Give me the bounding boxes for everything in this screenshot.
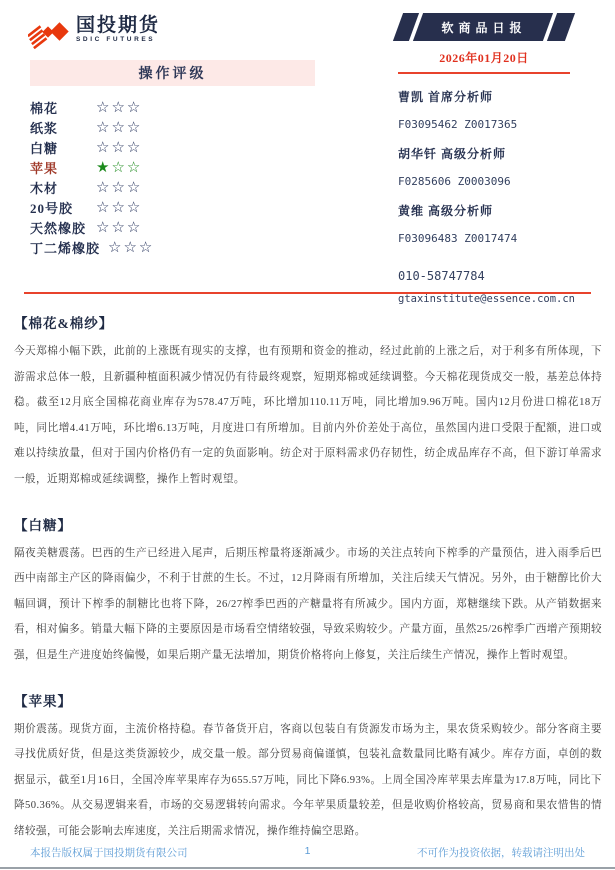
rating-row bbox=[30, 117, 330, 137]
footer-copyright: 本报告版权属于国投期货有限公司 bbox=[30, 847, 188, 859]
analyst-entries bbox=[398, 88, 590, 245]
report-sections bbox=[14, 306, 602, 845]
footer-page-number: 1 bbox=[304, 845, 311, 857]
analyst-name-title: 曹凯 首席分析师 bbox=[398, 90, 494, 104]
star-rating: ☆☆☆ bbox=[96, 217, 143, 236]
brand-logo bbox=[28, 16, 160, 49]
section-body: 今天郑棉小幅下跌，此前的上涨既有现实的支撑，也有预期和资金的推动，经过此前的上涨之后，对于利多有所体现，下游需求总体一般，且新疆种植面积减少情况仍有待最终观察，短期郑棉或延续调整。今天棉花现货成交一般，基差总体持稳。截至12月底全国棉花商业库存为578.47万吨，环比增加110.11万吨，同比增加9.96万吨。国内12月份进口棉花18万吨，同比增4.41万吨，环比增6.13万吨，月度进口有所增加。目前内外价差处于高位，虽然国内进口受限于配额，进口或难以持续放量，但对于国内价格仍有一定的负面影响。纺企对于原料需求仍存韧性，纺企成品库存不高，但下游订单需求一般，近期郑棉或延续调整，操作上暂时观望。 bbox=[14, 346, 602, 485]
rating-panel-title: 操作评级 bbox=[30, 60, 315, 86]
analyst-license-codes: F0285606 Z0003096 bbox=[398, 175, 511, 188]
section-heading: 【苹果】 bbox=[14, 693, 72, 709]
star-rating: ☆☆☆ bbox=[96, 97, 143, 116]
commodity-label: 20号胶 bbox=[30, 200, 74, 216]
report-section bbox=[14, 312, 602, 493]
commodity-label: 苹果 bbox=[30, 160, 59, 176]
contact-email: gtaxinstitute@essence.com.cn bbox=[398, 293, 576, 305]
commodity-label: 纸浆 bbox=[30, 120, 59, 136]
rating-row bbox=[30, 157, 330, 177]
report-section bbox=[14, 514, 602, 669]
rating-row bbox=[30, 97, 330, 117]
brand-name-en: SDIC FUTURES bbox=[76, 36, 156, 43]
section-heading: 【棉花&棉纱】 bbox=[14, 316, 114, 331]
page-bottom-border bbox=[0, 867, 615, 869]
star-rating: ★☆☆ bbox=[96, 157, 143, 176]
commodity-label: 棉花 bbox=[30, 100, 59, 116]
sdic-diamond-icon bbox=[28, 19, 70, 49]
star-rating: ☆☆☆ bbox=[96, 197, 143, 216]
commodity-label: 天然橡胶 bbox=[30, 220, 87, 236]
report-title-banner bbox=[398, 13, 570, 41]
contact-phone: 010-58747784 bbox=[398, 269, 485, 283]
analyst-license-codes: F03096483 Z0017474 bbox=[398, 232, 518, 245]
commodity-label: 丁二烯橡胶 bbox=[30, 240, 101, 256]
header-divider bbox=[24, 292, 591, 294]
footer-notice: 不可作为投资依据，转载请注明出处 bbox=[417, 847, 585, 859]
commodity-label: 木材 bbox=[30, 180, 59, 196]
section-body: 隔夜美糖震荡。巴西的生产已经进入尾声，后期压榨量将逐渐减少。市场的关注点转向下榨季的产量预估，进入雨季后巴西中南部主产区的降雨偏少，不利于甘蔗的生长。不过，12月降雨有所增加，关注后续天气情况。另外，由于糖醇比价大幅回调，预计下榨季的制糖比也将下降，26/27榨季巴西的产糖量将有所减少。国内方面，郑糖继续下跌。从产销数据来看，相对偏多。销量大幅下降的主要原因是市场看空情绪较强，导致采购较少。产量方面，虽然25/26榨季广西增产预期较强，但是生产进度始终偏慢，如果后期产量无法增加，期货价格将向上修复，关注后续生产情况，操作上暂时观望。 bbox=[14, 547, 602, 661]
report-date: 2026年01月20日 bbox=[398, 49, 570, 74]
rating-row bbox=[30, 137, 330, 157]
report-title: 软商品日报 bbox=[441, 20, 527, 35]
report-section bbox=[14, 690, 602, 845]
star-rating: ☆☆☆ bbox=[96, 177, 143, 196]
rating-row bbox=[30, 177, 330, 197]
star-rating: ☆☆☆ bbox=[108, 237, 155, 256]
section-heading: 【白糖】 bbox=[14, 517, 72, 533]
rating-row bbox=[30, 237, 330, 257]
rating-list bbox=[30, 97, 330, 257]
star-rating: ☆☆☆ bbox=[96, 117, 143, 136]
rating-row bbox=[30, 197, 330, 217]
brand-name-cn: 国投期货 bbox=[76, 15, 161, 36]
page-footer bbox=[30, 845, 585, 859]
analyst-panel bbox=[398, 88, 590, 305]
analyst-name-title: 黄维 高级分析师 bbox=[398, 204, 494, 218]
analyst-name-title: 胡华钎 高级分析师 bbox=[398, 147, 507, 161]
analyst-license-codes: F03095462 Z0017365 bbox=[398, 118, 518, 131]
star-rating: ☆☆☆ bbox=[96, 137, 143, 156]
section-body: 期价震荡。现货方面，主流价格持稳。春节备货开启，客商以包装自有货源发市场为主，果农货采购较少。部分客商主要寻找优质好货，但是这类货源较少，成交量一般。部分贸易商偏谨慎，包装礼盒数量同比略有减少。库存方面，卓创的数据显示，截至1月16日，全国冷库苹果库存为655.57万吨，同比下降6.93%。上周全国冷库苹果去库量为17.8万吨，同比下降50.36%。从交易逻辑来看，市场的交易逻辑转向需求。今年苹果质量较差，但是收购价格较高，贸易商和果农惜售的情绪较强，可能会影响去库速度，关注后期需求情况，操作维持偏空思路。 bbox=[14, 723, 602, 837]
rating-row bbox=[30, 217, 330, 237]
commodity-label: 白糖 bbox=[30, 140, 59, 156]
